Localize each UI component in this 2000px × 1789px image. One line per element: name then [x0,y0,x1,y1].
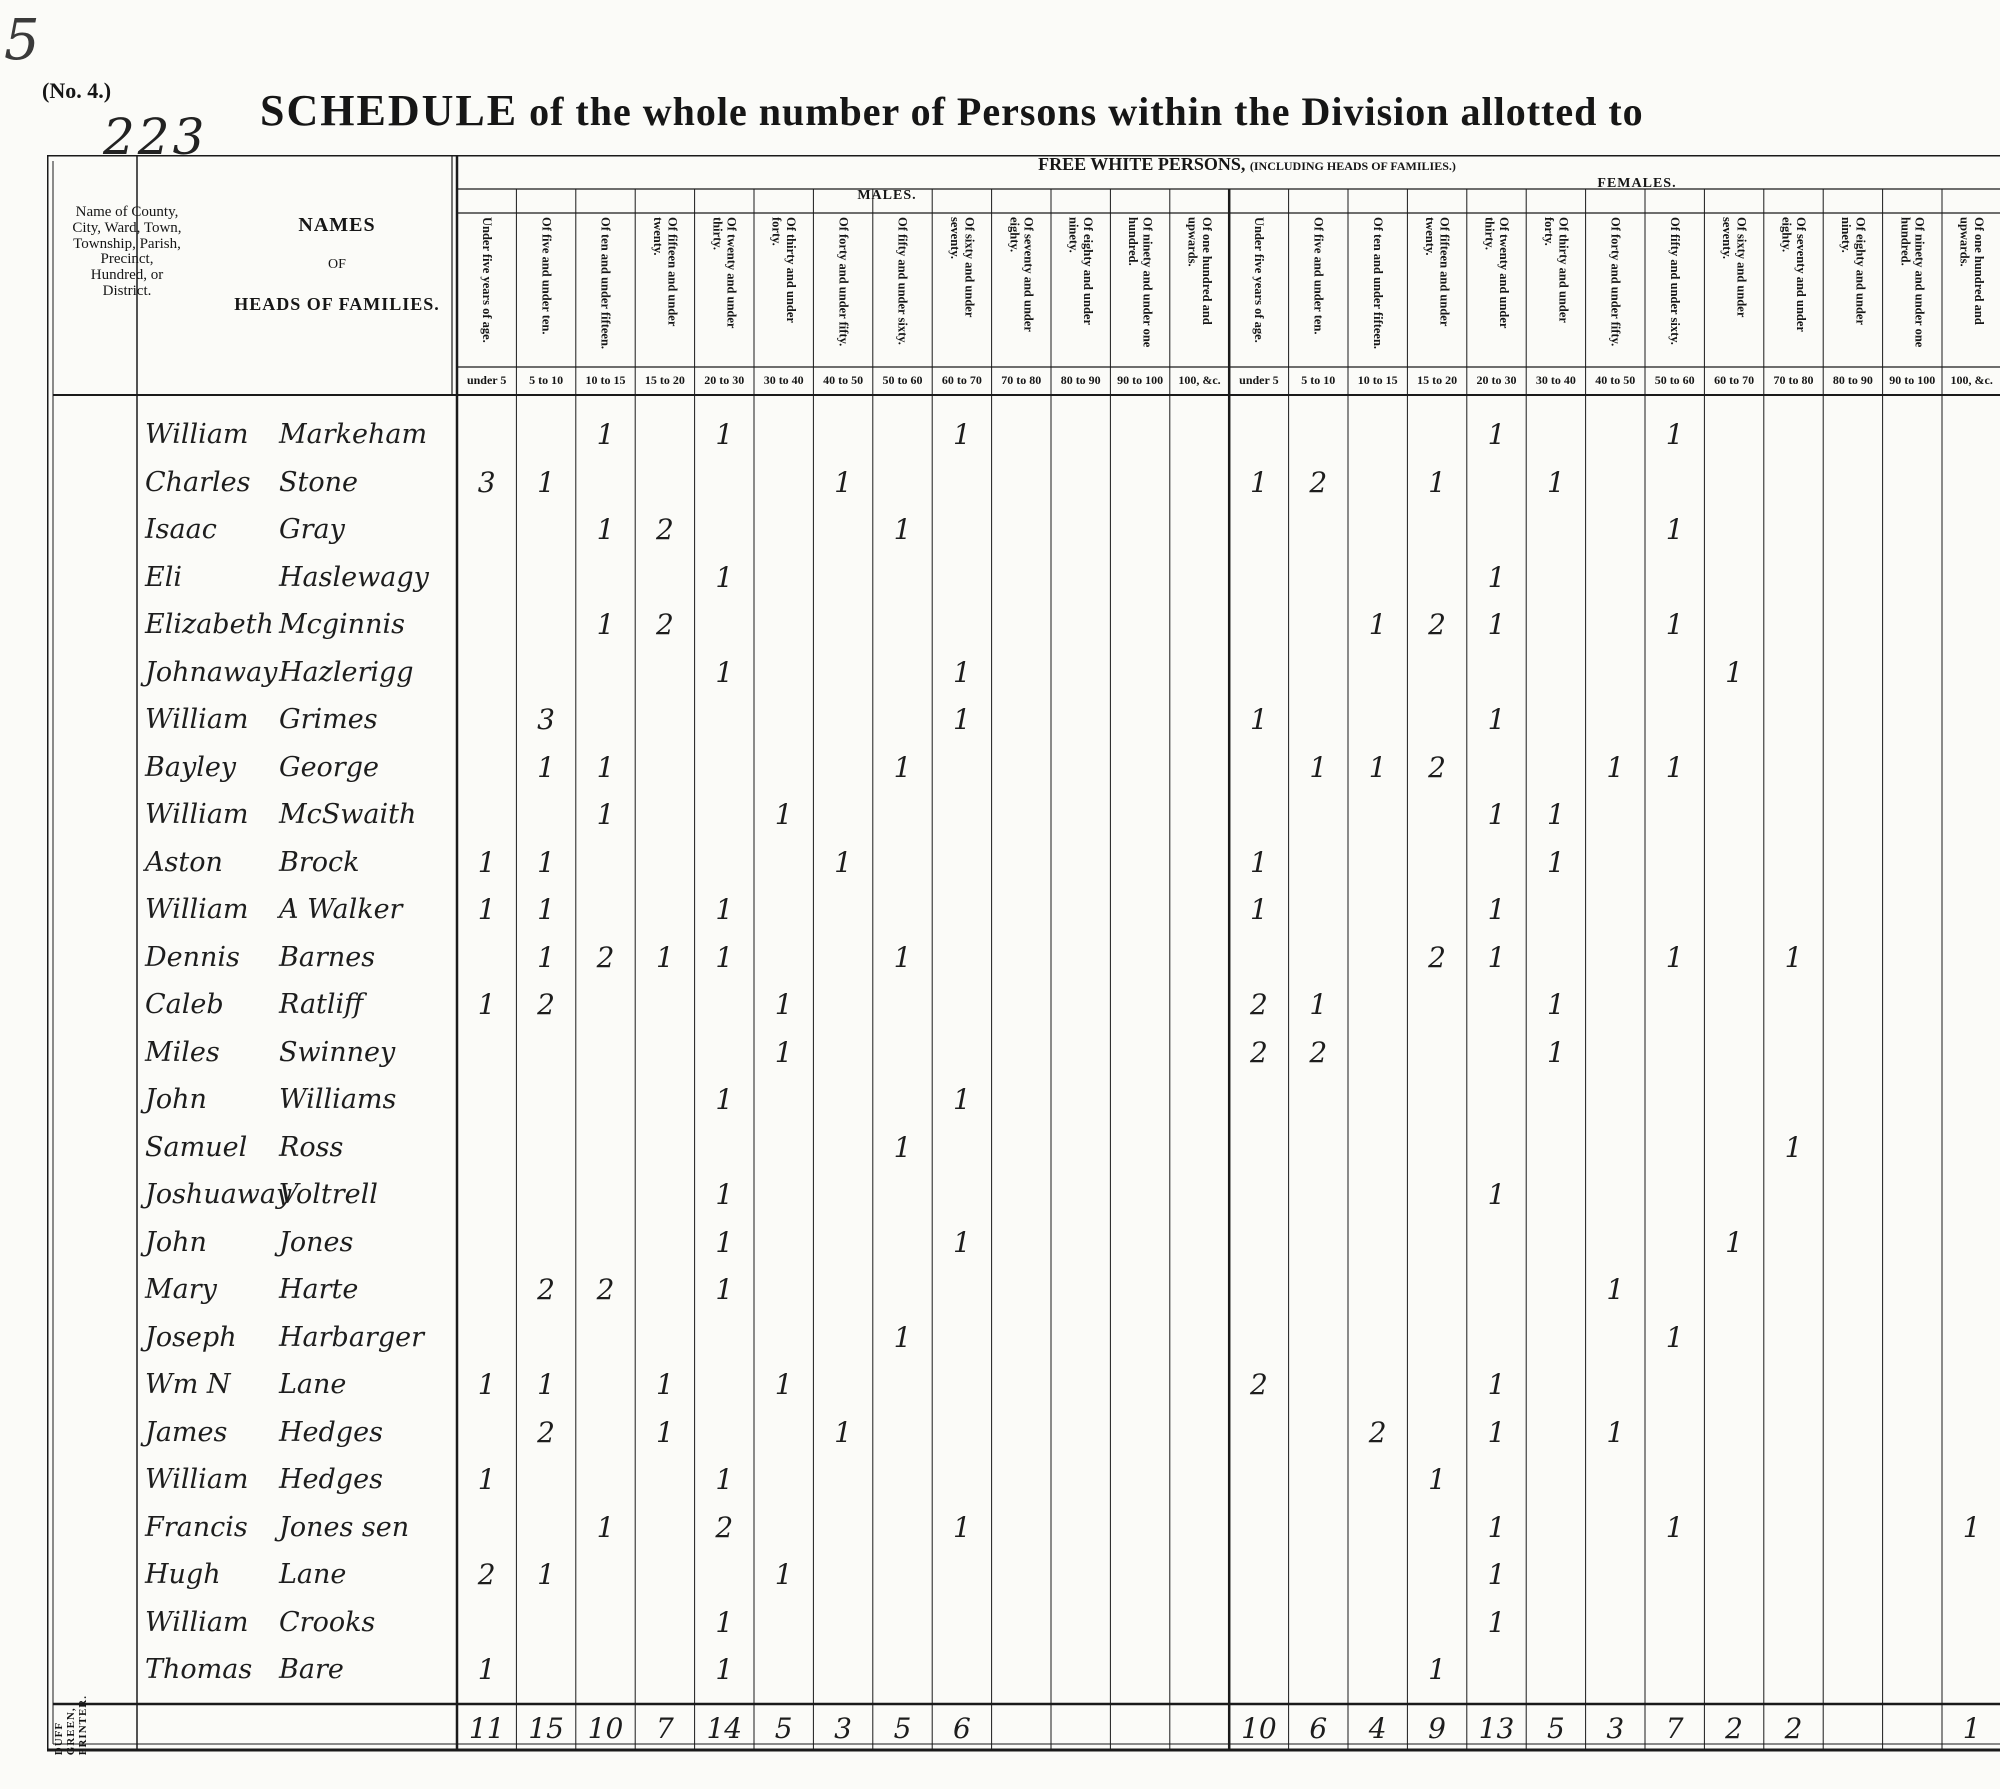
tally-cell: 1 [1487,1178,1506,1211]
total-cell: 7 [655,1712,674,1745]
tally-cell: 1 [596,750,615,784]
column-desc-text: Of sixty and under seventy. [1720,217,1749,318]
column-header-desc [1706,217,1761,357]
tally-cell: 1 [1546,465,1565,499]
tally-cell: 1 [1665,513,1684,546]
column-desc-text: Of fifteen and under twenty. [650,217,680,327]
head-last-name: Voltrell [279,1179,378,1210]
column-desc-text: Of forty and under fifty. [836,217,851,347]
males-header: MALES. [857,188,917,203]
head-first-name: Samuel [145,1131,248,1163]
column-desc-text: Of twenty and under thirty. [710,217,739,329]
tally-cell: 1 [1546,1035,1565,1069]
total-cell: 3 [834,1712,852,1745]
column-desc-text: Of five and under ten. [1311,217,1326,335]
tally-cell: 1 [477,893,496,926]
tally-cell: 1 [537,845,555,879]
tally-cell: 1 [1487,418,1506,451]
column-age-label: under 5 [466,373,507,387]
tally-cell: 1 [715,1178,734,1211]
tally-cell: 1 [1487,608,1506,641]
column-header-desc [1825,217,1880,357]
tally-cell: 1 [715,655,734,689]
column-desc-text: Of ten and under fifteen. [1370,217,1385,350]
tally-cell: 1 [1249,893,1268,926]
tally-cell: 1 [537,465,555,499]
tally-cell: 1 [477,1653,496,1686]
tally-cell: 1 [893,513,912,546]
tally-cell: 1 [1546,988,1565,1021]
names-column-header [177,215,497,314]
head-last-name: Ross [279,1131,344,1163]
tally-cell: 1 [1665,940,1684,974]
tally-cell: 1 [1487,1558,1506,1591]
total-cell: 5 [1546,1712,1565,1745]
tally-cell: 1 [477,988,496,1021]
free-white-persons-header [597,155,1897,174]
column-age-label: 15 to 20 [1417,373,1458,387]
column-age-label: 80 to 90 [1832,373,1873,387]
head-first-name: Johnaway [145,656,278,688]
tally-cell: 2 [1309,465,1328,499]
total-cell: 10 [587,1712,624,1745]
tally-cell: 2 [1428,750,1446,784]
free-white-note: (INCLUDING HEADS OF FAMILIES.) [1249,159,1456,173]
tally-cell: 1 [952,1225,971,1259]
column-desc-text: Under five years of age. [479,217,494,343]
tally-cell: 1 [1665,1510,1684,1544]
column-desc-text: Of five and under ten. [539,217,554,335]
total-cell: 5 [774,1712,793,1745]
head-last-name: Jones sen [279,1511,410,1543]
column-age-label: 30 to 40 [1535,373,1576,387]
tally-cell: 1 [1487,1510,1506,1544]
tally-cell: 1 [774,1035,793,1069]
column-age-label: 100, &c. [1178,373,1221,387]
head-first-name: Elizabeth [145,609,274,640]
head-first-name: Dennis [145,941,240,973]
head-first-name: Miles [145,1036,220,1068]
head-last-name: Jones [279,1226,354,1258]
column-age-label: 90 to 100 [1889,373,1936,387]
tally-cell: 1 [1606,1273,1625,1306]
tally-cell: 2 [1249,988,1268,1021]
column-age-label: 40 to 50 [823,373,864,387]
tally-cell: 1 [952,703,971,736]
head-first-name: Eli [145,561,182,593]
column-desc-text: Of thirty and under forty. [769,217,799,323]
tally-cell: 1 [1725,655,1743,689]
tally-cell: 1 [477,1463,496,1496]
tally-cell: 1 [715,1653,734,1686]
title-lead: SCHEDULE [260,86,519,135]
head-last-name: Lane [279,1559,347,1590]
column-age-label: 100, &c. [1950,373,1993,387]
column-header-desc [1588,217,1643,357]
total-cell: 1 [1962,1712,1981,1745]
head-last-name: Markeham [279,419,428,450]
head-last-name: Crooks [279,1606,376,1638]
head-first-name: Charles [145,466,251,498]
females-header: FEMALES. [1597,176,1677,191]
column-desc-text: Of one hundred and upwards. [1957,217,1987,325]
column-header-desc [1112,217,1167,357]
tally-cell: 1 [1368,608,1387,641]
total-cell: 11 [468,1712,505,1745]
total-cell: 10 [1241,1712,1277,1745]
head-first-name: William [145,799,249,830]
column-desc-text: Of seventy and under eighty. [1779,217,1808,332]
tally-cell: 2 [715,1510,734,1544]
tally-cell: 2 [537,1273,555,1306]
total-cell: 4 [1368,1712,1387,1745]
head-last-name: Mcginnis [279,609,405,640]
form-number: (No. 4.) [42,78,112,103]
head-first-name: Thomas [145,1654,253,1685]
tally-cell: 1 [715,418,734,451]
column-age-label: 50 to 60 [882,373,923,387]
head-first-name: Wm N [145,1369,231,1400]
column-desc-text: Of fifteen and under twenty. [1423,217,1452,327]
head-last-name: Gray [279,514,345,545]
census-sheet [47,155,2000,1755]
head-first-name: James [145,1416,228,1448]
column-age-label: 60 to 70 [941,373,982,387]
head-first-name: William [145,1606,249,1638]
margin-marks [0,0,300,166]
column-header-desc [756,217,811,357]
column-age-label: under 5 [1239,373,1279,387]
free-white-title: FREE WHITE PERSONS, [1038,154,1246,174]
column-age-label: 50 to 60 [1654,373,1695,387]
total-cell: 7 [1665,1712,1684,1745]
column-header-desc [875,217,930,357]
column-age-label: 70 to 80 [1773,373,1814,387]
head-last-name: A Walker [279,894,403,925]
column-age-label: 10 to 15 [585,373,626,387]
column-desc-text: Of ninety and under one hundred. [1898,217,1927,348]
column-desc-text: Of fifty and under sixty. [895,217,910,345]
column-header-desc [518,217,573,357]
tally-cell: 1 [952,655,971,689]
tally-cell: 1 [834,845,852,879]
column-age-label: 30 to 40 [763,373,804,387]
column-header-desc [994,217,1049,357]
tally-cell: 1 [1487,1368,1506,1401]
head-first-name: William [145,1464,249,1495]
tally-cell: 2 [1249,1035,1268,1069]
head-last-name: Ratliff [279,989,364,1020]
head-first-name: Hugh [145,1559,221,1590]
head-first-name: Caleb [145,989,224,1020]
head-first-name: Aston [145,846,223,878]
page-number: 223 [103,108,208,166]
tally-cell: 1 [1249,845,1268,879]
tally-cell: 2 [1249,1368,1268,1401]
column-header-desc [1885,217,1940,357]
column-age-label: 20 to 30 [1476,373,1517,387]
tally-cell: 1 [655,1415,674,1449]
column-age-label: 80 to 90 [1060,373,1101,387]
tally-cell: 1 [774,1368,793,1401]
tally-cell: 1 [715,1605,734,1639]
tally-cell: 1 [715,940,734,974]
tally-cell: 2 [477,1558,496,1591]
column-header-desc [578,217,633,357]
tally-cell: 1 [715,1225,734,1259]
tally-cell: 1 [596,513,615,546]
column-header-desc [1291,217,1346,357]
head-first-name: William [145,419,249,450]
head-first-name: Francis [145,1511,248,1543]
column-header-desc [1231,217,1286,357]
column-desc-text: Of one hundred and upwards. [1185,217,1214,325]
column-age-label: 40 to 50 [1595,373,1636,387]
printer-imprint: DUFF GREEN, PRINTER. [53,1694,89,1756]
tally-cell: 1 [1725,1225,1743,1259]
head-last-name: Brock [279,846,360,878]
head-last-name: Hedges [279,1416,383,1448]
tally-cell: 1 [715,1083,734,1116]
tally-cell: 1 [774,1558,793,1591]
tally-cell: 3 [477,465,496,499]
tally-cell: 1 [952,418,971,451]
head-last-name: Bare [279,1654,344,1685]
head-last-name: Swinney [279,1036,396,1068]
head-first-name: William [145,704,249,735]
tally-cell: 1 [1428,465,1446,499]
column-age-label: 60 to 70 [1714,373,1755,387]
tally-cell: 1 [655,1368,674,1401]
column-desc-text: Of eighty and under ninety. [1066,217,1096,325]
head-first-name: Isaac [145,514,217,545]
column-desc-text: Of fifty and under sixty. [1667,217,1682,345]
head-last-name: Hedges [279,1464,383,1495]
tally-cell: 1 [715,1273,734,1306]
tally-cell: 2 [537,1415,555,1449]
tally-cell: 2 [655,608,674,641]
column-header-desc [1647,217,1702,357]
tally-cell: 2 [596,1273,615,1306]
column-desc-text: Of thirty and under forty. [1541,217,1571,323]
head-first-name: John [145,1226,207,1258]
tally-cell: 1 [1784,940,1803,974]
column-age-label: 5 to 10 [529,373,564,387]
column-age-label: 15 to 20 [644,373,685,387]
tally-cell: 1 [893,1130,912,1164]
tally-cell: 1 [1665,1320,1684,1354]
tally-cell: 1 [1665,418,1684,451]
head-last-name: Williams [279,1084,397,1115]
column-header-desc [697,217,752,357]
column-desc-text: Of sixty and under seventy. [947,217,977,318]
column-header-desc [1409,217,1464,357]
tally-cell: 2 [1428,940,1446,974]
schedule-title [260,85,1644,136]
head-last-name: Grimes [279,704,378,735]
tally-cell: 1 [774,798,793,831]
tally-cell: 1 [655,940,674,974]
tally-cell: 1 [715,560,734,594]
tally-cell: 1 [1309,750,1328,784]
total-cell: 6 [1309,1712,1328,1745]
column-header-desc [459,217,514,357]
tally-cell: 1 [1487,893,1506,926]
column-desc-text: Of ninety and under one hundred. [1126,217,1155,348]
tally-cell: 1 [1784,1130,1803,1164]
tally-cell: 1 [537,940,555,974]
head-last-name: Stone [279,466,358,498]
tally-cell: 1 [537,1558,555,1591]
total-cell: 15 [528,1712,564,1745]
tally-cell: 1 [477,845,496,879]
column-age-label: 10 to 15 [1357,373,1398,387]
head-last-name: McSwaith [279,799,417,830]
tally-cell: 1 [1546,798,1565,831]
place-column-header: Name of County, City, Ward, Town, Township, Parish, Precinct, Hundred, or District. [72,204,182,299]
tally-cell: 1 [1487,798,1506,831]
tally-cell: 1 [893,940,912,974]
column-header-desc [1172,217,1227,357]
tally-cell: 1 [1309,988,1328,1021]
tally-cell: 1 [1368,750,1387,784]
tally-cell: 1 [834,465,852,499]
tally-cell: 2 [537,988,555,1021]
tally-cell: 1 [774,988,793,1021]
tally-cell: 1 [1487,1605,1506,1639]
head-first-name: John [145,1084,207,1115]
tally-cell: 1 [715,893,734,926]
column-desc-text: Of twenty and under thirty. [1482,217,1511,329]
tally-cell: 1 [1606,750,1625,784]
head-first-name: Mary [145,1274,217,1305]
tally-cell: 1 [1546,845,1565,879]
tally-cell: 1 [1487,703,1506,736]
names-header-line3: HEADS OF FAMILIES. [234,293,440,314]
column-age-label: 5 to 10 [1301,373,1336,387]
tally-cell: 1 [596,418,615,451]
head-last-name: Haslewagy [279,561,429,593]
head-last-name: George [279,751,379,783]
tally-cell: 2 [596,940,615,974]
column-age-label: 70 to 80 [1001,373,1042,387]
column-desc-text: Of eighty and under ninety. [1838,217,1868,325]
tally-cell: 1 [834,1415,852,1449]
column-header-desc [1469,217,1524,357]
tally-cell: 2 [1309,1035,1328,1069]
total-cell: 2 [1725,1712,1743,1745]
column-age-label: 90 to 100 [1117,373,1164,387]
column-header-desc [1766,217,1821,357]
column-header-desc [815,217,870,357]
title-rest: of the whole number of Persons within the Division allotted to [529,89,1644,134]
tally-cell: 2 [655,513,674,546]
tally-cell: 1 [1962,1510,1981,1544]
head-first-name: Joshuaway [145,1179,292,1210]
column-header-desc [1944,217,1999,357]
column-header-desc [637,217,692,357]
total-cell: 14 [706,1712,743,1745]
tally-cell: 1 [1665,608,1684,641]
tally-cell: 1 [1665,750,1684,784]
tally-cell: 1 [1249,703,1268,736]
tally-cell: 2 [1428,608,1446,641]
total-cell: 6 [952,1712,971,1745]
tally-cell: 1 [1428,1463,1446,1496]
tally-cell: 1 [1249,465,1268,499]
tally-cell: 1 [893,1320,912,1354]
column-desc-text: Of seventy and under eighty. [1007,217,1036,332]
tally-cell: 1 [952,1510,971,1544]
tally-cell: 1 [537,1368,555,1401]
tally-cell: 1 [1428,1653,1446,1686]
tally-cell: 1 [1487,1415,1506,1449]
head-last-name: Harbarger [279,1321,425,1353]
head-first-name: William [145,894,249,925]
total-cell: 5 [893,1712,912,1745]
total-cell: 2 [1784,1712,1803,1745]
tally-cell: 1 [1606,1415,1625,1449]
head-last-name: Lane [279,1369,347,1400]
tally-cell: 1 [477,1368,496,1401]
column-desc-text: Of forty and under fifty. [1608,217,1623,347]
total-cell: 9 [1428,1712,1446,1745]
tally-cell: 1 [893,750,912,784]
tally-cell: 1 [596,798,615,831]
column-header-desc [1053,217,1108,357]
head-first-name: Joseph [145,1321,237,1353]
tally-cell: 1 [1487,560,1506,594]
corner-mark: 5 [4,8,40,73]
head-first-name: Bayley [145,751,237,783]
tally-cell: 1 [537,750,555,784]
column-header-desc [1350,217,1405,357]
tally-cell: 1 [596,1510,615,1544]
head-last-name: Barnes [279,941,376,973]
names-header-line1: NAMES [298,214,376,236]
tally-cell: 2 [1368,1415,1387,1449]
column-header-desc [1528,217,1583,357]
column-desc-text: Under five years of age. [1252,217,1267,343]
column-header-desc [934,217,989,357]
tally-cell: 1 [715,1463,734,1496]
tally-cell: 1 [952,1083,971,1116]
tally-cell: 1 [596,608,615,641]
column-desc-text: Of ten and under fifteen. [598,217,613,350]
tally-cell: 1 [1487,940,1506,974]
tally-cell: 1 [537,893,555,926]
names-header-line2: OF [328,257,346,272]
head-last-name: Harte [279,1274,359,1305]
column-age-label: 20 to 30 [704,373,745,387]
total-cell: 3 [1606,1712,1625,1745]
head-last-name: Hazlerigg [279,656,414,688]
tally-cell: 3 [537,703,555,736]
total-cell: 13 [1478,1712,1515,1745]
